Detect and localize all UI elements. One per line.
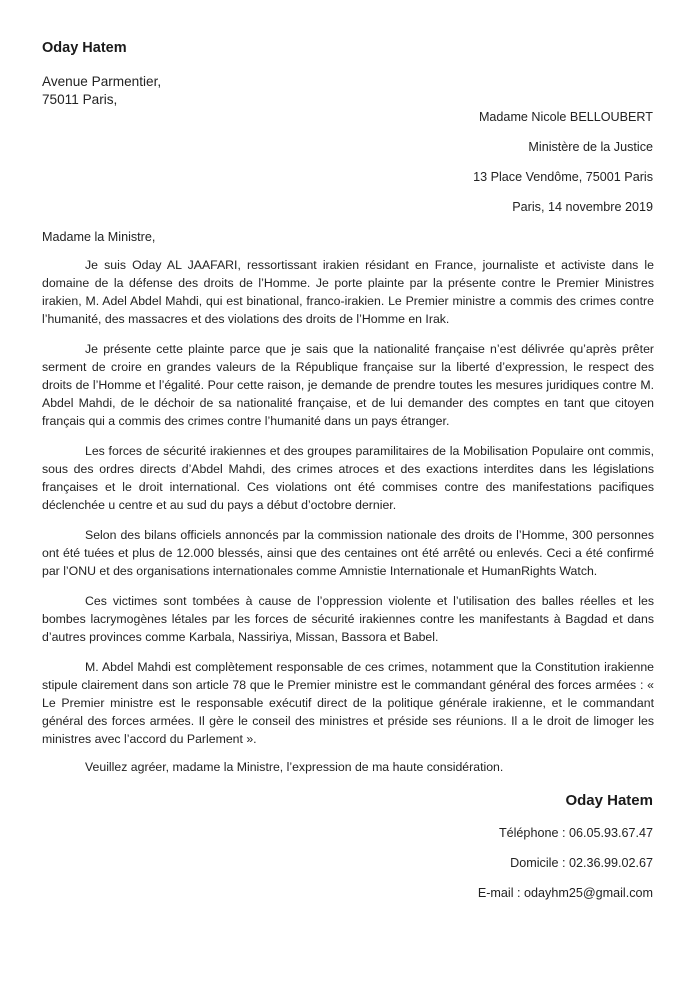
sender-address-line-2: 75011 Paris, [42, 92, 118, 107]
contact-domicile: Domicile : 02.36.99.02.67 [510, 856, 653, 870]
closing-line: Veuillez agréer, madame la Ministre, l’expression de ma haute considération. [85, 760, 504, 774]
paragraph-4: Selon des bilans officiels annoncés par la commission nationale des droits de l’Homme, 300 personnes ont été tuées et plus de 12.000 blessés, ainsi que des centaines ont été arrêté ou enlevés. Ceci a été confirmé par l’ONU et des organisations internationales comme Amnistie Internationale et HumanRights Watch. [42, 528, 654, 578]
signature-name: Oday Hatem [565, 792, 653, 809]
recipient-ministry: Ministère de la Justice [528, 140, 653, 154]
letter-body [42, 256, 654, 760]
paragraph-3: Les forces de sécurité irakiennes et des groupes paramilitaires de la Mobilisation Populaire ont commis, sous des ordres directs d’Abdel Mahdi, des crimes atroces et des exactions interdites dans les législations françaises et le droit international. Ces violations ont été commises contre des manifestations pacifiques déclenchée u centre et au sud du pays a début d’octobre dernier. [42, 444, 654, 512]
paragraph-5: Ces victimes sont tombées à cause de l’oppression violente et l’utilisation des balles réelles et les bombes lacrymogènes létales par les forces de sécurité irakiennes contre les manifestants à Bagdad et dans d’autres provinces comme Karbala, Nassiriya, Missan, Bassora et Babel. [42, 594, 654, 644]
paragraph-6: M. Abdel Mahdi est complètement responsable de ces crimes, notamment que la Constitution irakienne stipule clairement dans son article 78 que le Premier ministre est le commandant général des forces armées : « Le Premier ministre est le responsable exécutif direct de la politique générale irakienne, et le commandant général des forces armées. Il gère le conseil des ministres et préside ses réunions. Il a le droit de limoger les ministres avec l’accord du Parlement ». [42, 660, 654, 746]
salutation: Madame la Ministre, [42, 230, 156, 244]
sender-address [42, 73, 161, 109]
paragraph-1: Je suis Oday AL JAAFARI, ressortissant irakien résidant en France, journaliste et activiste dans le domaine de la défense des droits de l’Homme. Je porte plainte par la présente contre le Premier Ministres irakien, M. Adel Abdel Mahdi, qui est binational, franco-irakien. Le Premier ministre a commis des crimes contre l’humanité, des massacres et des violations des droits de l’Homme en Irak. [42, 258, 654, 326]
recipient-name: Madame Nicole BELLOUBERT [478, 110, 653, 124]
letter-date: Paris, 14 novembre 2019 [512, 200, 653, 214]
paragraph-2: Je présente cette plainte parce que je sais que la nationalité française n’est délivrée qu’après prêter serment de croire en grandes valeurs de la République française sur la liberté d’expression, le respect des droits de l’Homme et l’égalité. Pour cette raison, je demande de prendre toutes les mesures juridiques contre M. Abdel Mahdi, de le déchoir de sa nationalité française, et de lui demander des comptes en tant que citoyen français qui a commis des crimes contre l’humanité dans un pays étranger. [42, 342, 654, 428]
sender-name: Oday Hatem [42, 40, 127, 56]
recipient-address: 13 Place Vendôme, 75001 Paris [473, 170, 653, 184]
contact-email: E-mail : odayhm25@gmail.com [477, 886, 653, 900]
contact-telephone: Téléphone : 06.05.93.67.47 [498, 826, 653, 840]
sender-address-line-1: Avenue Parmentier, [42, 74, 162, 89]
